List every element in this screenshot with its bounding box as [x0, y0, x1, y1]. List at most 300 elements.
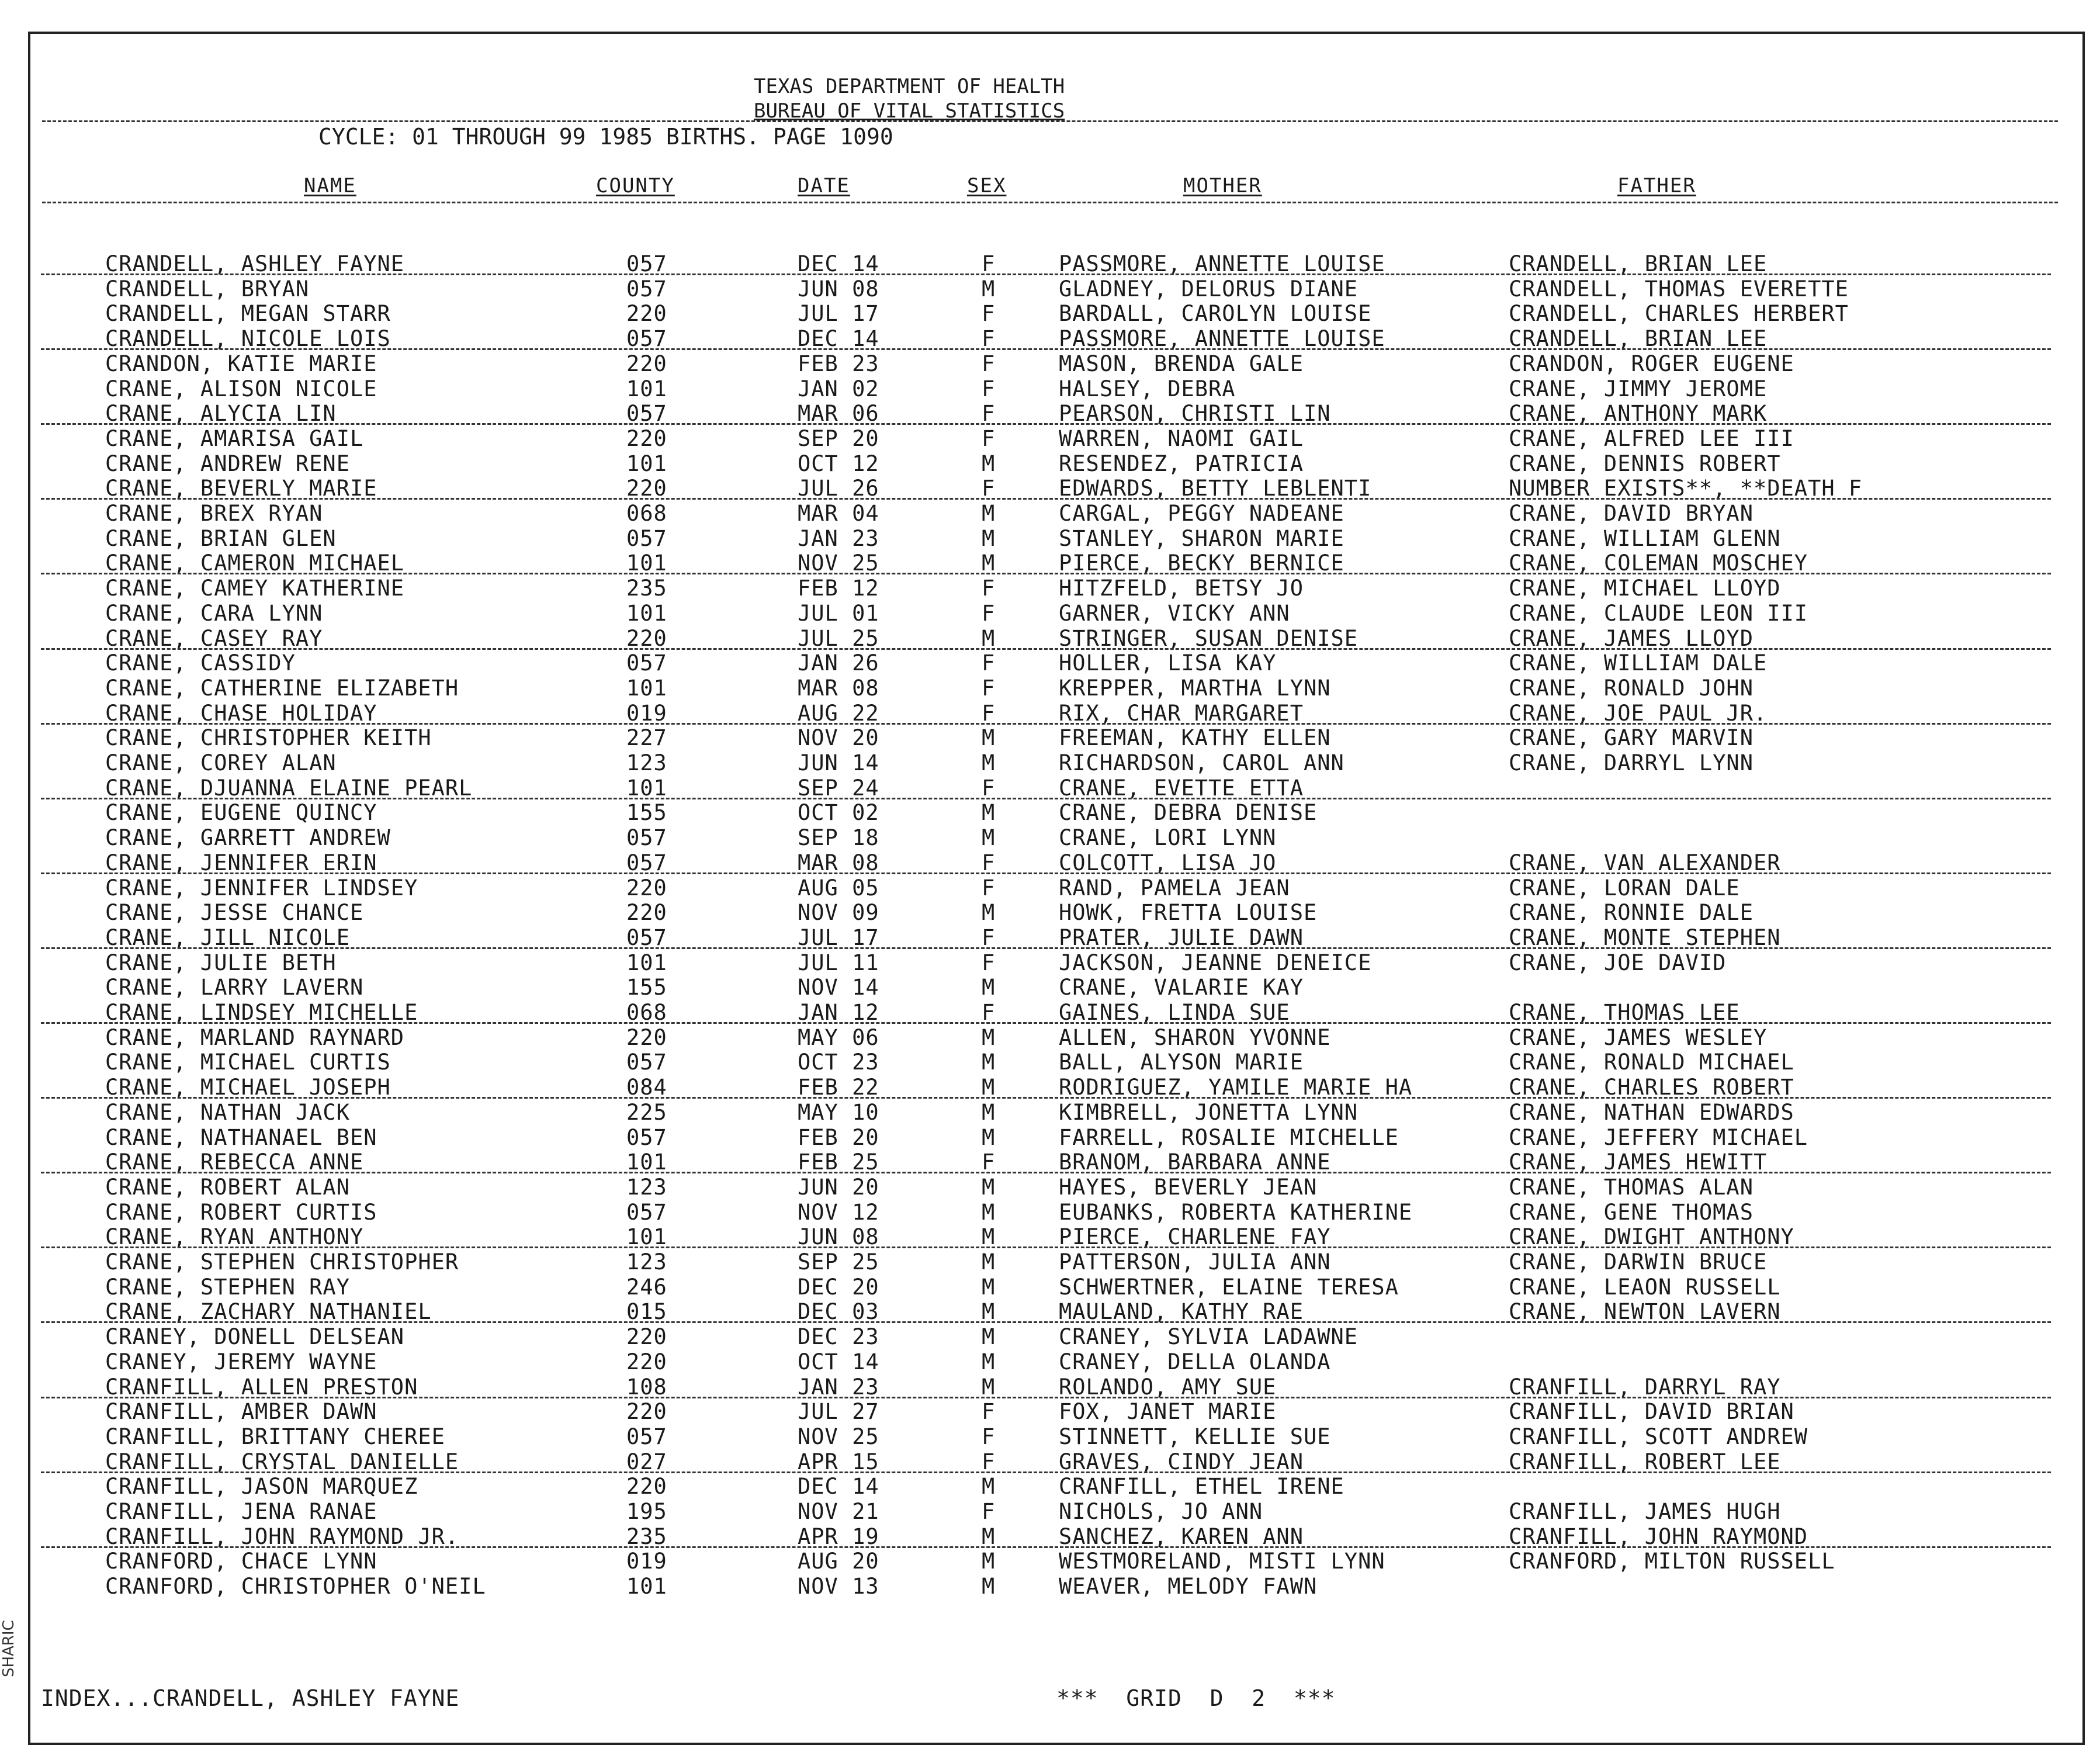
father-cell: CRANFILL, JOHN RAYMOND — [1509, 1524, 1808, 1549]
name-cell: CRANE, LINDSEY MICHELLE — [105, 1000, 418, 1025]
father-cell: CRANE, ALFRED LEE III — [1509, 425, 1794, 451]
county-cell: 220 — [626, 1349, 667, 1374]
father-cell: CRANE, ANTHONY MARK — [1509, 401, 1768, 427]
sex-cell: M — [982, 625, 996, 651]
table-row — [0, 376, 1987, 401]
name-cell: CRANFILL, JENA RANAE — [105, 1499, 377, 1524]
sex-cell: F — [982, 1149, 996, 1175]
sex-cell: M — [982, 525, 996, 551]
table-row — [0, 1449, 1987, 1474]
mother-cell: CRANE, VALARIE KAY — [1059, 975, 1304, 1000]
date-cell: JAN 26 — [798, 650, 879, 676]
mother-cell: KREPPER, MARTHA LYNN — [1059, 675, 1331, 701]
county-cell: 068 — [626, 501, 667, 526]
sex-cell: F — [982, 376, 996, 401]
county-cell: 225 — [626, 1099, 667, 1125]
name-cell: CRANFILL, JASON MARQUEZ — [105, 1474, 418, 1500]
mother-cell: WARREN, NAOMI GAIL — [1059, 425, 1304, 451]
father-cell: CRANE, GENE THOMAS — [1509, 1199, 1754, 1225]
name-cell: CRANE, STEPHEN RAY — [105, 1274, 350, 1300]
county-cell: 220 — [626, 301, 667, 327]
mother-cell: HITZFELD, BETSY JO — [1059, 576, 1304, 601]
sex-cell: M — [982, 1274, 996, 1300]
name-cell: CRANE, CATHERINE ELIZABETH — [105, 675, 459, 701]
father-cell: CRANE, LEAON RUSSELL — [1509, 1274, 1781, 1300]
table-row — [0, 301, 1987, 326]
name-cell: CRANE, ROBERT CURTIS — [105, 1199, 377, 1225]
row-separator — [41, 573, 2051, 574]
name-cell: CRANE, GARRETT ANDREW — [105, 825, 391, 851]
father-cell: CRANE, WILLIAM GLENN — [1509, 525, 1781, 551]
table-row — [0, 576, 1987, 601]
mother-cell: JACKSON, JEANNE DENEICE — [1059, 950, 1372, 975]
row-separator — [41, 648, 2051, 650]
table-row — [0, 426, 1987, 451]
name-cell: CRANFORD, CHACE LYNN — [105, 1549, 377, 1574]
date-cell: NOV 21 — [798, 1499, 879, 1524]
row-separator — [41, 798, 2051, 799]
table-row — [0, 725, 1987, 750]
county-cell: 220 — [626, 1024, 667, 1050]
row-separator — [41, 498, 2051, 500]
father-cell: CRANE, JOE PAUL JR. — [1509, 700, 1768, 726]
date-cell: DEC 14 — [798, 326, 879, 352]
father-cell: CRANE, LORAN DALE — [1509, 875, 1740, 901]
sex-cell: M — [982, 825, 996, 851]
date-cell: APR 15 — [798, 1449, 879, 1474]
date-cell: SEP 18 — [798, 825, 879, 851]
county-cell: 057 — [626, 276, 667, 302]
mother-cell: HOWK, FRETTA LOUISE — [1059, 900, 1318, 926]
father-cell: CRANE, THOMAS ALAN — [1509, 1174, 1754, 1200]
sex-cell: M — [982, 1099, 996, 1125]
table-row — [0, 1374, 1987, 1400]
date-cell: OCT 23 — [798, 1050, 879, 1075]
sex-cell: F — [982, 950, 996, 975]
name-cell: CRANE, NATHANAEL BEN — [105, 1124, 377, 1150]
county-cell: 123 — [626, 1174, 667, 1200]
mother-cell: PIERCE, BECKY BERNICE — [1059, 550, 1344, 576]
county-cell: 057 — [626, 525, 667, 551]
row-separator — [41, 1321, 2051, 1323]
father-cell: CRANE, JEFFERY MICHAEL — [1509, 1124, 1808, 1150]
county-cell: 027 — [626, 1449, 667, 1474]
name-cell: CRANE, JESSE CHANCE — [105, 900, 364, 926]
table-row — [0, 1249, 1987, 1275]
county-cell: 246 — [626, 1274, 667, 1300]
table-row — [0, 800, 1987, 825]
county-cell: 101 — [626, 451, 667, 476]
date-cell: JUL 11 — [798, 950, 879, 975]
table-row — [0, 750, 1987, 775]
county-cell: 057 — [626, 1424, 667, 1449]
department-title: TEXAS DEPARTMENT OF HEALTH — [754, 75, 1065, 98]
table-row — [0, 975, 1987, 1000]
name-cell: CRANEY, DONELL DELSEAN — [105, 1324, 405, 1350]
county-cell: 057 — [626, 825, 667, 851]
name-cell: CRANE, CAMEY KATHERINE — [105, 576, 405, 601]
name-cell: CRANE, AMARISA GAIL — [105, 425, 364, 451]
date-cell: DEC 14 — [798, 1474, 879, 1500]
date-cell: MAR 04 — [798, 501, 879, 526]
table-row — [0, 900, 1987, 925]
date-cell: JUL 25 — [798, 625, 879, 651]
county-cell: 123 — [626, 1249, 667, 1275]
father-cell: CRANE, RONALD MICHAEL — [1509, 1050, 1794, 1075]
date-cell: JUL 01 — [798, 600, 879, 626]
county-cell: 019 — [626, 700, 667, 726]
county-cell: 057 — [626, 850, 667, 875]
sex-cell: F — [982, 576, 996, 601]
county-cell: 220 — [626, 1324, 667, 1350]
name-cell: CRANE, ROBERT ALAN — [105, 1174, 350, 1200]
father-cell: CRANE, DARRYL LYNN — [1509, 750, 1754, 775]
name-cell: CRANE, REBECCA ANNE — [105, 1149, 364, 1175]
county-cell: 123 — [626, 750, 667, 775]
father-cell: CRANDON, ROGER EUGENE — [1509, 351, 1794, 376]
date-cell: OCT 02 — [798, 800, 879, 826]
mother-cell: STANLEY, SHARON MARIE — [1059, 525, 1344, 551]
mother-cell: WEAVER, MELODY FAWN — [1059, 1574, 1318, 1599]
county-cell: 019 — [626, 1549, 667, 1574]
name-cell: CRANE, LARRY LAVERN — [105, 975, 364, 1000]
date-cell: JAN 23 — [798, 1374, 879, 1400]
column-rule — [42, 202, 2058, 203]
name-cell: CRANDELL, NICOLE LOIS — [105, 326, 391, 352]
sex-cell: M — [982, 1524, 996, 1549]
mother-cell: MAULAND, KATHY RAE — [1059, 1299, 1304, 1325]
county-cell: 101 — [626, 1574, 667, 1599]
mother-cell: MASON, BRENDA GALE — [1059, 351, 1304, 376]
sex-cell: M — [982, 501, 996, 526]
date-cell: JUL 17 — [798, 301, 879, 327]
sex-cell: M — [982, 1075, 996, 1100]
name-cell: CRANE, CHASE HOLIDAY — [105, 700, 377, 726]
date-cell: FEB 20 — [798, 1124, 879, 1150]
father-cell: CRANE, DARWIN BRUCE — [1509, 1249, 1768, 1275]
sex-cell: F — [982, 925, 996, 950]
mother-cell: HOLLER, LISA KAY — [1059, 650, 1277, 676]
bureau-title: BUREAU OF VITAL STATISTICS — [754, 99, 1065, 123]
mother-cell: FREEMAN, KATHY ELLEN — [1059, 725, 1331, 751]
date-cell: MAY 06 — [798, 1024, 879, 1050]
table-row — [0, 1574, 1987, 1599]
table-row — [0, 1399, 1987, 1424]
name-cell: CRANE, EUGENE QUINCY — [105, 800, 377, 826]
sex-cell: M — [982, 451, 996, 476]
col-mother: MOTHER — [1183, 174, 1262, 198]
date-cell: FEB 25 — [798, 1149, 879, 1175]
row-separator — [41, 1546, 2051, 1548]
table-row — [0, 1349, 1987, 1374]
county-cell: 220 — [626, 875, 667, 901]
sex-cell: F — [982, 425, 996, 451]
date-cell: SEP 24 — [798, 775, 879, 801]
date-cell: NOV 20 — [798, 725, 879, 751]
date-cell: APR 19 — [798, 1524, 879, 1549]
mother-cell: PRATER, JULIE DAWN — [1059, 925, 1304, 950]
date-cell: NOV 13 — [798, 1574, 879, 1599]
name-cell: CRANE, ZACHARY NATHANIEL — [105, 1299, 432, 1325]
row-separator — [41, 273, 2051, 275]
footer-index: INDEX...CRANDELL, ASHLEY FAYNE — [41, 1685, 460, 1711]
table-row — [0, 1424, 1987, 1449]
name-cell: CRANE, JENNIFER ERIN — [105, 850, 377, 875]
name-cell: CRANFILL, BRITTANY CHEREE — [105, 1424, 445, 1449]
name-cell: CRANE, ANDREW RENE — [105, 451, 350, 476]
name-cell: CRANE, NATHAN JACK — [105, 1099, 350, 1125]
county-cell: 057 — [626, 925, 667, 950]
table-row — [0, 451, 1987, 476]
mother-cell: CRANEY, SYLVIA LADAWNE — [1059, 1324, 1359, 1350]
father-cell: CRANE, THOMAS LEE — [1509, 1000, 1740, 1025]
sex-cell: M — [982, 1174, 996, 1200]
date-cell: NOV 12 — [798, 1199, 879, 1225]
date-cell: NOV 25 — [798, 550, 879, 576]
mother-cell: SCHWERTNER, ELAINE TERESA — [1059, 1274, 1399, 1300]
father-cell: CRANDELL, THOMAS EVERETTE — [1509, 276, 1849, 302]
row-separator — [41, 1022, 2051, 1024]
father-cell: CRANE, CHARLES ROBERT — [1509, 1075, 1794, 1100]
date-cell: DEC 03 — [798, 1299, 879, 1325]
mother-cell: FOX, JANET MARIE — [1059, 1399, 1277, 1425]
side-label: SHARIC — [0, 1620, 18, 1677]
table-row — [0, 550, 1987, 576]
row-separator — [41, 1397, 2051, 1398]
table-row — [0, 925, 1987, 950]
father-cell: CRANDELL, CHARLES HERBERT — [1509, 301, 1849, 327]
name-cell: CRANE, CAMERON MICHAEL — [105, 550, 405, 576]
father-cell: CRANFILL, SCOTT ANDREW — [1509, 1424, 1808, 1449]
table-row — [0, 650, 1987, 676]
sex-cell: F — [982, 600, 996, 626]
name-cell: CRANE, JILL NICOLE — [105, 925, 350, 950]
county-cell: 057 — [626, 1050, 667, 1075]
county-cell: 057 — [626, 1124, 667, 1150]
table-row — [0, 251, 1987, 276]
date-cell: JUN 08 — [798, 276, 879, 302]
father-cell: CRANE, MICHAEL LLOYD — [1509, 576, 1781, 601]
mother-cell: PATTERSON, JULIA ANN — [1059, 1249, 1331, 1275]
date-cell: OCT 14 — [798, 1349, 879, 1374]
mother-cell: BALL, ALYSON MARIE — [1059, 1050, 1304, 1075]
sex-cell: F — [982, 1000, 996, 1025]
table-row — [0, 351, 1987, 376]
date-cell: JUL 17 — [798, 925, 879, 950]
table-row — [0, 326, 1987, 351]
sex-cell: F — [982, 476, 996, 501]
sex-cell: F — [982, 650, 996, 676]
table-row — [0, 1474, 1987, 1499]
father-cell: CRANE, NATHAN EDWARDS — [1509, 1099, 1794, 1125]
date-cell: JAN 23 — [798, 525, 879, 551]
mother-cell: CRANE, EVETTE ETTA — [1059, 775, 1304, 801]
col-name: NAME — [304, 174, 356, 198]
date-cell: JUN 20 — [798, 1174, 879, 1200]
table-row — [0, 626, 1987, 651]
sex-cell: M — [982, 1124, 996, 1150]
sex-cell: F — [982, 301, 996, 327]
name-cell: CRANDELL, MEGAN STARR — [105, 301, 391, 327]
father-cell: CRANE, VAN ALEXANDER — [1509, 850, 1781, 875]
name-cell: CRANEY, JEREMY WAYNE — [105, 1349, 377, 1374]
name-cell: CRANE, CHRISTOPHER KEITH — [105, 725, 432, 751]
sex-cell: M — [982, 1349, 996, 1374]
county-cell: 220 — [626, 625, 667, 651]
sex-cell: F — [982, 775, 996, 801]
mother-cell: WESTMORELAND, MISTI LYNN — [1059, 1549, 1385, 1574]
sex-cell: M — [982, 1374, 996, 1400]
father-cell: CRANE, RONNIE DALE — [1509, 900, 1754, 926]
county-cell: 015 — [626, 1299, 667, 1325]
row-separator — [41, 872, 2051, 874]
name-cell: CRANE, JULIE BETH — [105, 950, 337, 975]
father-cell: CRANE, JAMES HEWITT — [1509, 1149, 1768, 1175]
table-row — [0, 601, 1987, 626]
name-cell: CRANFILL, AMBER DAWN — [105, 1399, 377, 1425]
county-cell: 227 — [626, 725, 667, 751]
name-cell: CRANE, BRIAN GLEN — [105, 525, 337, 551]
sex-cell: F — [982, 1499, 996, 1524]
date-cell: FEB 12 — [798, 576, 879, 601]
col-date: DATE — [798, 174, 850, 198]
mother-cell: ROLANDO, AMY SUE — [1059, 1374, 1277, 1400]
table-row — [0, 676, 1987, 701]
mother-cell: COLCOTT, LISA JO — [1059, 850, 1277, 875]
county-cell: 220 — [626, 900, 667, 926]
date-cell: MAR 06 — [798, 401, 879, 427]
table-row — [0, 1075, 1987, 1100]
mother-cell: GAINES, LINDA SUE — [1059, 1000, 1290, 1025]
father-cell: CRANE, DAVID BRYAN — [1509, 501, 1754, 526]
mother-cell: STRINGER, SUSAN DENISE — [1059, 625, 1359, 651]
date-cell: FEB 22 — [798, 1075, 879, 1100]
mother-cell: HAYES, BEVERLY JEAN — [1059, 1174, 1318, 1200]
county-cell: 235 — [626, 1524, 667, 1549]
footer-grid: *** GRID D 2 *** — [1056, 1685, 1336, 1711]
table-row — [0, 476, 1987, 501]
name-cell: CRANE, CARA LYNN — [105, 600, 323, 626]
county-cell: 155 — [626, 800, 667, 826]
county-cell: 057 — [626, 326, 667, 352]
table-row — [0, 850, 1987, 875]
date-cell: JUL 26 — [798, 476, 879, 501]
sex-cell: M — [982, 1474, 996, 1500]
county-cell: 101 — [626, 376, 667, 401]
date-cell: DEC 20 — [798, 1274, 879, 1300]
name-cell: CRANFILL, CRYSTAL DANIELLE — [105, 1449, 459, 1474]
date-cell: SEP 25 — [798, 1249, 879, 1275]
county-cell: 057 — [626, 401, 667, 427]
row-separator — [41, 1471, 2051, 1473]
row-separator — [41, 1247, 2051, 1248]
date-cell: JUL 27 — [798, 1399, 879, 1425]
father-cell: CRANE, NEWTON LAVERN — [1509, 1299, 1781, 1325]
mother-cell: CRANFILL, ETHEL IRENE — [1059, 1474, 1344, 1500]
county-cell: 057 — [626, 1199, 667, 1225]
sex-cell: M — [982, 750, 996, 775]
date-cell: MAR 08 — [798, 850, 879, 875]
table-row — [0, 1524, 1987, 1549]
mother-cell: FARRELL, ROSALIE MICHELLE — [1059, 1124, 1399, 1150]
date-cell: SEP 20 — [798, 425, 879, 451]
row-separator — [41, 423, 2051, 425]
table-row — [0, 1275, 1987, 1300]
name-cell: CRANE, BEVERLY MARIE — [105, 476, 377, 501]
mother-cell: NICHOLS, JO ANN — [1059, 1499, 1263, 1524]
county-cell: 220 — [626, 1474, 667, 1500]
father-cell: CRANFILL, DAVID BRIAN — [1509, 1399, 1794, 1425]
sex-cell: M — [982, 1549, 996, 1574]
county-cell: 057 — [626, 251, 667, 276]
row-separator — [41, 348, 2051, 350]
county-cell: 101 — [626, 675, 667, 701]
date-cell: JAN 02 — [798, 376, 879, 401]
table-row — [0, 1000, 1987, 1025]
header-rule — [42, 120, 2058, 122]
col-sex: SEX — [967, 174, 1007, 198]
name-cell: CRANE, STEPHEN CHRISTOPHER — [105, 1249, 459, 1275]
mother-cell: GLADNEY, DELORUS DIANE — [1059, 276, 1359, 302]
mother-cell: CRANE, DEBRA DENISE — [1059, 800, 1318, 826]
table-row — [0, 401, 1987, 426]
father-cell: CRANE, JAMES LLOYD — [1509, 625, 1754, 651]
name-cell: CRANE, MICHAEL CURTIS — [105, 1050, 391, 1075]
date-cell: DEC 23 — [798, 1324, 879, 1350]
table-row — [0, 1200, 1987, 1225]
mother-cell: HALSEY, DEBRA — [1059, 376, 1236, 401]
county-cell: 195 — [626, 1499, 667, 1524]
name-cell: CRANDON, KATIE MARIE — [105, 351, 377, 376]
name-cell: CRANE, CASSIDY — [105, 650, 296, 676]
table-row — [0, 950, 1987, 975]
row-separator — [41, 723, 2051, 725]
mother-cell: STINNETT, KELLIE SUE — [1059, 1424, 1331, 1449]
name-cell: CRANE, RYAN ANTHONY — [105, 1224, 364, 1250]
county-cell: 155 — [626, 975, 667, 1000]
county-cell: 084 — [626, 1075, 667, 1100]
table-row — [0, 875, 1987, 901]
sex-cell: F — [982, 251, 996, 276]
date-cell: NOV 14 — [798, 975, 879, 1000]
date-cell: AUG 22 — [798, 700, 879, 726]
table-row — [0, 276, 1987, 302]
father-cell: CRANE, CLAUDE LEON III — [1509, 600, 1808, 626]
father-cell: CRANE, WILLIAM DALE — [1509, 650, 1768, 676]
table-row — [0, 1549, 1987, 1574]
county-cell: 101 — [626, 950, 667, 975]
name-cell: CRANFILL, ALLEN PRESTON — [105, 1374, 418, 1400]
date-cell: JUN 08 — [798, 1224, 879, 1250]
sex-cell: F — [982, 401, 996, 427]
date-cell: JAN 12 — [798, 1000, 879, 1025]
date-cell: NOV 25 — [798, 1424, 879, 1449]
sex-cell: M — [982, 1299, 996, 1325]
name-cell: CRANE, ALYCIA LIN — [105, 401, 337, 427]
county-cell: 108 — [626, 1374, 667, 1400]
sex-cell: M — [982, 1050, 996, 1075]
sex-cell: F — [982, 875, 996, 901]
table-row — [0, 775, 1987, 801]
date-cell: AUG 20 — [798, 1549, 879, 1574]
sex-cell: M — [982, 900, 996, 926]
county-cell: 220 — [626, 1399, 667, 1425]
date-cell: DEC 14 — [798, 251, 879, 276]
mother-cell: RESENDEZ, PATRICIA — [1059, 451, 1304, 476]
col-father: FATHER — [1617, 174, 1696, 198]
mother-cell: BARDALL, CAROLYN LOUISE — [1059, 301, 1372, 327]
col-county: COUNTY — [596, 174, 675, 198]
